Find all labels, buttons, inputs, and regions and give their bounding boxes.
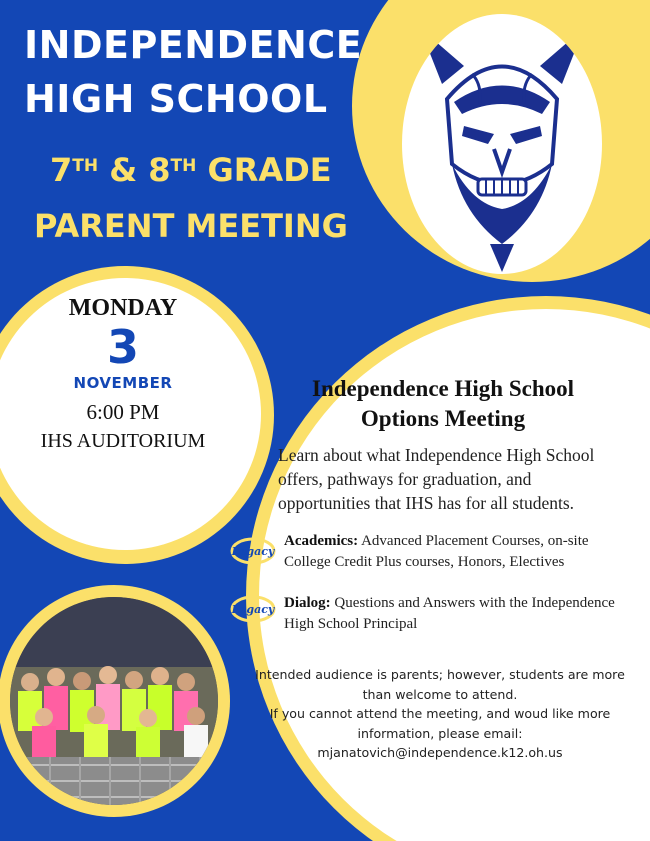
info-description: Learn about what Independence High School offers, pathways for graduation, and opportunities that IHS has for all students. xyxy=(278,445,595,513)
grade-ampersand: & xyxy=(109,151,138,189)
school-name-line2: HIGH SCHOOL xyxy=(24,77,328,121)
audience-note: Intended audience is parents; however, students are more than welcome to attend. xyxy=(255,667,625,702)
legacy-logo-text: Legacy xyxy=(231,603,275,616)
event-time: 6:00 PM xyxy=(86,400,160,424)
school-name xyxy=(24,18,362,126)
legacy-logo-text: Legacy xyxy=(231,545,275,558)
bullet-dialog xyxy=(284,593,634,635)
event-location: IHS AUDITORIUM xyxy=(40,430,206,452)
school-name-line1: INDEPENDENCE xyxy=(24,23,363,67)
grade-7: 7 xyxy=(50,151,73,189)
legacy-logo-icon xyxy=(230,594,276,624)
grade-7-suffix: TH xyxy=(72,156,99,176)
grade-8: 8 xyxy=(148,151,171,189)
bullet-dialog-label: Dialog: xyxy=(284,595,331,611)
event-day: MONDAY xyxy=(68,295,178,321)
event-date-number: 3 xyxy=(106,320,139,374)
contact-note: If you cannot attend the meeting, and woud like more information, please email: xyxy=(269,706,611,741)
bullet-academics xyxy=(284,531,634,573)
blue-devil-mascot-image xyxy=(402,14,602,274)
grade-word: GRADE xyxy=(207,151,332,189)
student-crowd-photo xyxy=(10,597,218,805)
event-month: NOVEMBER xyxy=(73,374,173,392)
bullet-dialog-text: Questions and Answers with the Independence High School Principal xyxy=(284,595,615,632)
legacy-logo-icon xyxy=(230,536,276,566)
grade-8-suffix: TH xyxy=(170,156,197,176)
closing-text xyxy=(250,665,630,763)
date-block xyxy=(20,292,226,454)
bullet-academics-label: Academics: xyxy=(284,533,359,549)
grade-heading xyxy=(50,148,332,192)
contact-email[interactable]: mjanatovich@independence.k12.oh.us xyxy=(317,745,563,760)
meeting-heading: PARENT MEETING xyxy=(34,207,348,245)
bullet-academics-text: Advanced Placement Courses, on-site College Credit Plus courses, Honors, Electives xyxy=(284,533,589,570)
info-title: Independence High School Options Meeting xyxy=(312,376,574,431)
